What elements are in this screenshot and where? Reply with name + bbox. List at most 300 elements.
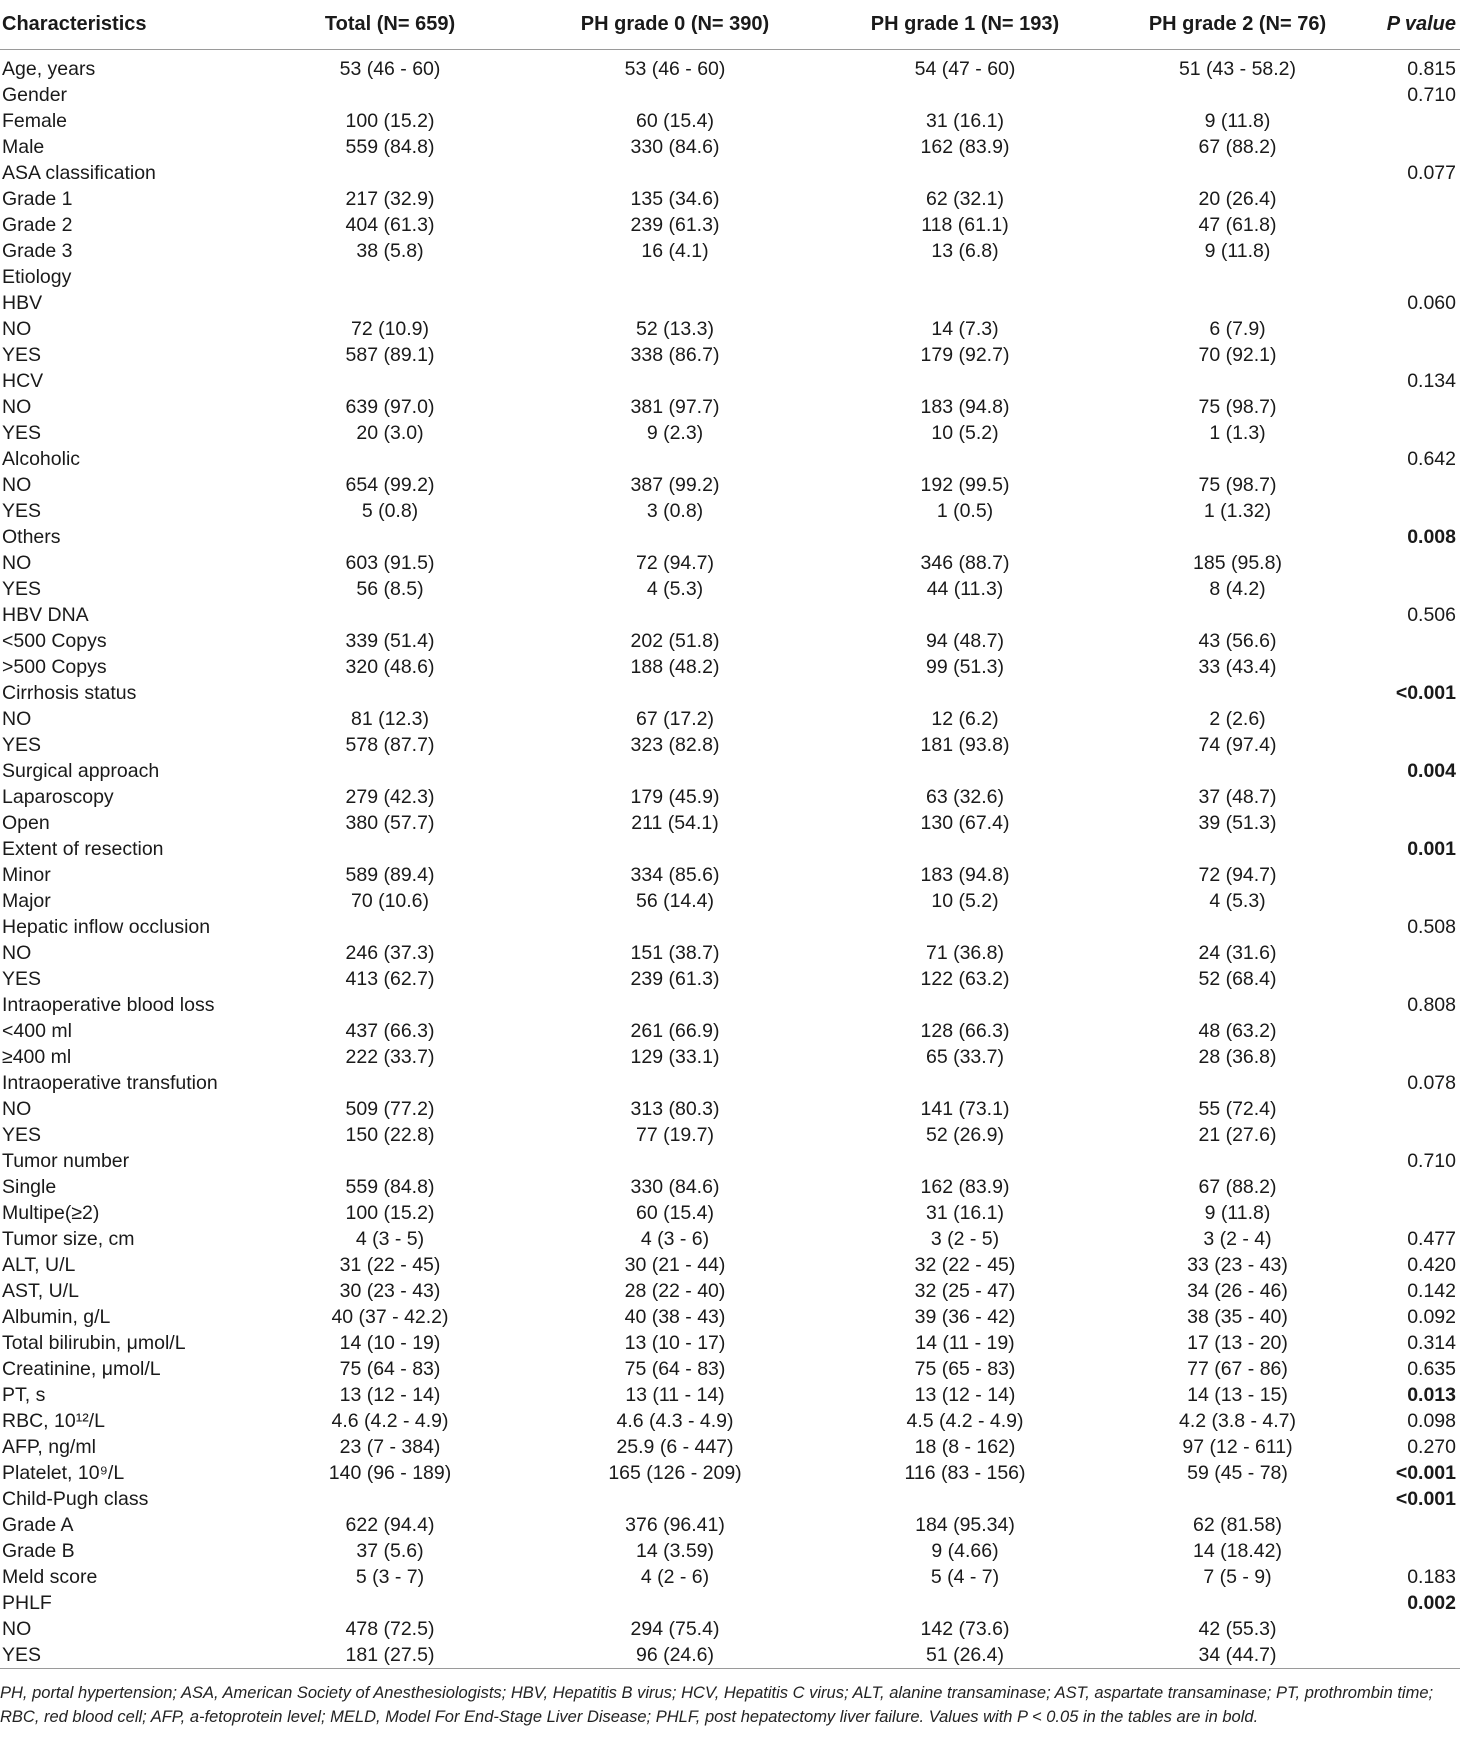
cell-ph-grade-1: 5 (4 - 7) [930, 1566, 1000, 1588]
cell-p-value: <0.001 [1395, 1462, 1456, 1484]
cell-ph-grade-0: 30 (21 - 44) [624, 1254, 726, 1276]
table-row [0, 758, 1460, 784]
cell-total [255, 1148, 525, 1174]
cell-characteristic: NO [2, 1618, 32, 1640]
cell-ph-grade-1 [825, 836, 1105, 862]
cell-ph-grade-2 [1105, 1148, 1370, 1174]
table-row [0, 1564, 1460, 1590]
cell-total: 150 (22.8) [345, 1124, 435, 1146]
cell-p-value: 0.013 [1407, 1384, 1456, 1406]
cell-ph-grade-2: 42 (55.3) [1198, 1618, 1277, 1640]
cell-ph-grade-2: 28 (36.8) [1198, 1046, 1277, 1068]
cell-ph-grade-1 [825, 1486, 1105, 1512]
cell-ph-grade-0: 4 (3 - 6) [640, 1228, 710, 1250]
cell-total: 380 (57.7) [345, 812, 435, 834]
cell-ph-grade-1 [825, 1590, 1105, 1616]
cell-characteristic: Minor [2, 864, 51, 886]
cell-p-value: <0.001 [1395, 682, 1456, 704]
table-row [0, 1200, 1460, 1226]
cell-total: 654 (99.2) [345, 474, 435, 496]
cell-ph-grade-2: 52 (68.4) [1198, 968, 1277, 990]
cell-ph-grade-0 [525, 1070, 825, 1096]
cell-total: 23 (7 - 384) [339, 1436, 441, 1458]
cell-ph-grade-2: 9 (11.8) [1204, 110, 1271, 132]
cell-p-value [1370, 1538, 1460, 1564]
cell-ph-grade-0: 4 (2 - 6) [640, 1566, 710, 1588]
cell-ph-grade-2: 4.2 (3.8 - 4.7) [1178, 1410, 1297, 1432]
cell-ph-grade-1 [825, 82, 1105, 108]
cell-characteristic: AFP, ng/ml [2, 1436, 96, 1458]
cell-ph-grade-0 [525, 602, 825, 628]
cell-ph-grade-1: 13 (6.8) [931, 240, 999, 262]
cell-p-value: 0.001 [1407, 838, 1456, 860]
cell-ph-grade-2 [1105, 602, 1370, 628]
table-row [0, 1174, 1460, 1200]
cell-characteristic: Intraoperative transfution [2, 1072, 218, 1094]
table-row [0, 810, 1460, 836]
cell-characteristic: Open [2, 812, 50, 834]
cell-ph-grade-0 [525, 1148, 825, 1174]
cell-total: 509 (77.2) [345, 1098, 435, 1120]
cell-p-value [1370, 862, 1460, 888]
table-row [0, 1356, 1460, 1382]
cell-ph-grade-0: 53 (46 - 60) [624, 58, 726, 80]
cell-p-value [1370, 550, 1460, 576]
cell-p-value: 0.477 [1407, 1228, 1456, 1250]
cell-p-value [1370, 394, 1460, 420]
cell-ph-grade-1: 142 (73.6) [920, 1618, 1010, 1640]
cell-ph-grade-2: 7 (5 - 9) [1203, 1566, 1272, 1588]
cell-p-value [1370, 1044, 1460, 1070]
cell-ph-grade-0 [525, 680, 825, 706]
cell-total: 217 (32.9) [345, 188, 435, 210]
cell-ph-grade-2: 9 (11.8) [1204, 240, 1271, 262]
cell-characteristic: Intraoperative blood loss [2, 994, 215, 1016]
cell-ph-grade-2: 2 (2.6) [1209, 708, 1266, 730]
cell-total [255, 680, 525, 706]
cell-ph-grade-1: 51 (26.4) [825, 1642, 1105, 1669]
cell-p-value: 0.270 [1407, 1436, 1456, 1458]
cell-characteristic: NO [2, 708, 32, 730]
cell-ph-grade-2: 33 (43.4) [1198, 656, 1277, 678]
cell-p-value [1370, 966, 1460, 992]
cell-ph-grade-0: 129 (33.1) [630, 1046, 720, 1068]
cell-p-value [1370, 134, 1460, 160]
cell-ph-grade-2 [1105, 446, 1370, 472]
cell-ph-grade-1: 99 (51.3) [925, 656, 1005, 678]
cell-p-value [1370, 654, 1460, 680]
cell-characteristic: YES [2, 578, 42, 600]
cell-ph-grade-1: 62 (32.1) [925, 188, 1005, 210]
cell-characteristic: NO [2, 1098, 32, 1120]
cell-ph-grade-0: 211 (54.1) [631, 812, 719, 834]
cell-ph-grade-1: 10 (5.2) [931, 422, 999, 444]
cell-total: 404 (61.3) [345, 214, 435, 236]
table-row [0, 1408, 1460, 1434]
cell-ph-grade-0: 13 (11 - 14) [625, 1384, 725, 1406]
cell-ph-grade-1: 54 (47 - 60) [914, 58, 1016, 80]
cell-ph-grade-1 [825, 368, 1105, 394]
cell-characteristic: Others [2, 526, 61, 548]
cell-ph-grade-0: 165 (126 - 209) [608, 1462, 742, 1484]
cell-ph-grade-0: 13 (10 - 17) [624, 1332, 726, 1354]
cell-ph-grade-1: 130 (67.4) [920, 812, 1010, 834]
cell-ph-grade-1 [825, 992, 1105, 1018]
cell-ph-grade-0: 323 (82.8) [630, 734, 720, 756]
cell-total: 589 (89.4) [345, 864, 435, 886]
cell-p-value [1370, 1512, 1460, 1538]
cell-ph-grade-2: 6 (7.9) [1209, 318, 1266, 340]
cell-total [255, 836, 525, 862]
table-row [0, 1590, 1460, 1616]
cell-p-value [1370, 316, 1460, 342]
cell-ph-grade-0: 239 (61.3) [630, 214, 720, 236]
table-row [0, 238, 1460, 264]
header-p-value [1370, 0, 1460, 50]
cell-ph-grade-1 [825, 1148, 1105, 1174]
cell-characteristic: Grade 2 [2, 214, 73, 236]
cell-total [255, 1070, 525, 1096]
cell-total: 140 (96 - 189) [328, 1462, 452, 1484]
table-row [0, 1460, 1460, 1486]
cell-total: 639 (97.0) [345, 396, 435, 418]
cell-characteristic: Total bilirubin, μmol/L [2, 1332, 186, 1354]
header-ph-grade-0: PH grade 0 (N= 390) [525, 0, 825, 50]
table-row [0, 446, 1460, 472]
table-row [0, 654, 1460, 680]
table-row [0, 316, 1460, 342]
cell-ph-grade-1: 94 (48.7) [925, 630, 1005, 652]
cell-ph-grade-1: 14 (11 - 19) [915, 1332, 1015, 1354]
table-row [0, 862, 1460, 888]
cell-ph-grade-1: 179 (92.7) [920, 344, 1010, 366]
cell-p-value: 0.815 [1407, 58, 1456, 80]
cell-characteristic: Gender [2, 84, 68, 106]
cell-characteristic: Etiology [2, 266, 72, 288]
cell-ph-grade-0: 179 (45.9) [630, 786, 720, 808]
cell-p-value [1370, 342, 1460, 368]
cell-p-value [1370, 576, 1460, 602]
table-row [0, 1018, 1460, 1044]
cell-p-value: 0.142 [1407, 1280, 1456, 1302]
cell-p-value: 0.134 [1407, 370, 1456, 392]
cell-total: 53 (46 - 60) [339, 58, 441, 80]
cell-ph-grade-1: 12 (6.2) [931, 708, 999, 730]
table-row [0, 1096, 1460, 1122]
table-row [0, 472, 1460, 498]
cell-ph-grade-0 [525, 446, 825, 472]
cell-ph-grade-2: 38 (35 - 40) [1187, 1306, 1288, 1328]
cell-ph-grade-2 [1105, 160, 1370, 186]
cell-ph-grade-1 [825, 1070, 1105, 1096]
cell-ph-grade-0: 56 (14.4) [635, 890, 715, 912]
cell-characteristic: Female [2, 110, 68, 132]
cell-ph-grade-2 [1105, 914, 1370, 940]
cell-p-value: 0.060 [1407, 292, 1456, 314]
cell-total: 38 (5.8) [356, 240, 424, 262]
cell-characteristic: YES [2, 734, 42, 756]
cell-total: 603 (91.5) [345, 552, 435, 574]
cell-ph-grade-1: 31 (16.1) [925, 1202, 1005, 1224]
cell-ph-grade-2 [1105, 758, 1370, 784]
cell-total: 279 (42.3) [345, 786, 435, 808]
cell-characteristic: YES [2, 1124, 42, 1146]
cell-ph-grade-1 [825, 264, 1105, 290]
cell-p-value: 0.004 [1407, 760, 1456, 782]
cell-ph-grade-0 [525, 836, 825, 862]
cell-ph-grade-1: 32 (25 - 47) [914, 1280, 1016, 1302]
table-row [0, 1278, 1460, 1304]
cell-ph-grade-1: 3 (2 - 5) [930, 1228, 1000, 1250]
cell-ph-grade-1: 162 (83.9) [920, 1176, 1010, 1198]
cell-p-value: 0.710 [1407, 1150, 1456, 1172]
cell-ph-grade-0: 28 (22 - 40) [624, 1280, 726, 1302]
cell-characteristic: Age, years [2, 58, 96, 80]
cell-total [255, 914, 525, 940]
cell-p-value: 0.008 [1407, 526, 1456, 548]
cell-total [255, 1486, 525, 1512]
table-row [0, 1538, 1460, 1564]
cell-total [255, 1590, 525, 1616]
cell-p-value [1370, 628, 1460, 654]
cell-total: 339 (51.4) [345, 630, 435, 652]
cell-ph-grade-0: 72 (94.7) [635, 552, 715, 574]
table-row [0, 992, 1460, 1018]
cell-p-value: 0.635 [1407, 1358, 1456, 1380]
cell-ph-grade-1: 39 (36 - 42) [914, 1306, 1016, 1328]
table-row [0, 784, 1460, 810]
cell-characteristic: Male [2, 136, 45, 158]
cell-ph-grade-0: 96 (24.6) [525, 1642, 825, 1669]
cell-ph-grade-2 [1105, 1590, 1370, 1616]
cell-ph-grade-0: 330 (84.6) [630, 136, 720, 158]
cell-p-value: 0.642 [1407, 448, 1456, 470]
cell-ph-grade-2: 17 (13 - 20) [1187, 1332, 1288, 1354]
cell-total: 72 (10.9) [350, 318, 430, 340]
table-row [0, 108, 1460, 134]
cell-ph-grade-0: 25.9 (6 - 447) [616, 1436, 734, 1458]
cell-p-value [1370, 888, 1460, 914]
cell-ph-grade-0: 135 (34.6) [630, 188, 720, 210]
cell-characteristic: Meld score [2, 1566, 98, 1588]
cell-ph-grade-2 [1105, 524, 1370, 550]
cell-ph-grade-1 [825, 602, 1105, 628]
cell-characteristic: NO [2, 396, 32, 418]
cell-ph-grade-1: 141 (73.1) [920, 1098, 1010, 1120]
cell-total: 56 (8.5) [356, 578, 424, 600]
cell-total: 14 (10 - 19) [339, 1332, 441, 1354]
cell-ph-grade-0: 9 (2.3) [646, 422, 704, 444]
cell-total [255, 524, 525, 550]
cell-total: 413 (62.7) [345, 968, 435, 990]
cell-total: 5 (3 - 7) [355, 1566, 425, 1588]
cell-p-value: <0.001 [1395, 1488, 1456, 1510]
cell-ph-grade-1: 4.5 (4.2 - 4.9) [906, 1410, 1024, 1432]
table-row [0, 940, 1460, 966]
cell-ph-grade-1 [825, 524, 1105, 550]
cell-ph-grade-1: 162 (83.9) [920, 136, 1010, 158]
cell-ph-grade-0 [525, 992, 825, 1018]
table-row [0, 160, 1460, 186]
cell-ph-grade-1: 18 (8 - 162) [914, 1436, 1016, 1458]
table-row [0, 1070, 1460, 1096]
cell-p-value [1370, 810, 1460, 836]
cell-ph-grade-2 [1105, 264, 1370, 290]
cell-ph-grade-0 [525, 290, 825, 316]
cell-ph-grade-0: 261 (66.9) [630, 1020, 720, 1042]
cell-p-value [1370, 706, 1460, 732]
cell-ph-grade-2: 39 (51.3) [1198, 812, 1277, 834]
cell-ph-grade-0: 338 (86.7) [630, 344, 720, 366]
table-row [0, 966, 1460, 992]
cell-p-value [1370, 1018, 1460, 1044]
cell-ph-grade-1: 75 (65 - 83) [914, 1358, 1016, 1380]
cell-characteristic: NO [2, 318, 32, 340]
cell-characteristic: HBV [2, 292, 43, 314]
cell-total: 587 (89.1) [345, 344, 435, 366]
cell-ph-grade-1: 1 (0.5) [936, 500, 994, 522]
cell-ph-grade-2: 59 (45 - 78) [1187, 1462, 1288, 1484]
cell-total [255, 602, 525, 628]
table-row [0, 1434, 1460, 1460]
cell-total: 40 (37 - 42.2) [331, 1306, 449, 1328]
cell-total: 222 (33.7) [345, 1046, 435, 1068]
cell-ph-grade-1 [825, 914, 1105, 940]
cell-total: 81 (12.3) [350, 708, 430, 730]
cell-total: 70 (10.6) [350, 890, 430, 912]
cell-total [255, 368, 525, 394]
table-row [0, 836, 1460, 862]
cell-ph-grade-0: 60 (15.4) [635, 1202, 715, 1224]
cell-ph-grade-2 [1105, 836, 1370, 862]
cell-ph-grade-1: 128 (66.3) [920, 1020, 1010, 1042]
cell-ph-grade-0: 381 (97.7) [630, 396, 720, 418]
cell-ph-grade-2: 74 (97.4) [1198, 734, 1277, 756]
cell-p-value: 0.508 [1407, 916, 1456, 938]
cell-p-value [1370, 472, 1460, 498]
cell-characteristic: YES [2, 500, 42, 522]
cell-characteristic: PT, s [2, 1384, 46, 1406]
cell-ph-grade-1: 71 (36.8) [925, 942, 1005, 964]
cell-ph-grade-2: 51 (43 - 58.2) [1178, 58, 1297, 80]
cell-total: 559 (84.8) [345, 1176, 435, 1198]
cell-ph-grade-2: 55 (72.4) [1198, 1098, 1277, 1120]
cell-ph-grade-0: 60 (15.4) [635, 110, 715, 132]
cell-ph-grade-0: 330 (84.6) [630, 1176, 720, 1198]
cell-ph-grade-0: 202 (51.8) [630, 630, 720, 652]
cell-ph-grade-2: 14 (18.42) [1193, 1540, 1282, 1562]
cell-p-value [1370, 420, 1460, 446]
cell-ph-grade-2 [1105, 1070, 1370, 1096]
cell-p-value [1370, 108, 1460, 134]
cell-ph-grade-2: 34 (26 - 46) [1187, 1280, 1288, 1302]
table-row [0, 1642, 1460, 1669]
table-row [0, 1330, 1460, 1356]
cell-p-value [1370, 1096, 1460, 1122]
cell-ph-grade-0 [525, 368, 825, 394]
cell-characteristic: Grade A [2, 1514, 74, 1536]
cell-total: 320 (48.6) [345, 656, 435, 678]
cell-characteristic: YES [2, 344, 42, 366]
cell-characteristic: YES [0, 1642, 255, 1669]
cell-ph-grade-1: 346 (88.7) [920, 552, 1010, 574]
table-row [0, 1616, 1460, 1642]
table-row [0, 1304, 1460, 1330]
cell-p-value: 0.314 [1407, 1332, 1456, 1354]
cell-ph-grade-1: 32 (22 - 45) [914, 1254, 1016, 1276]
cell-ph-grade-1: 13 (12 - 14) [914, 1384, 1016, 1406]
cell-ph-grade-0: 4 (5.3) [646, 578, 704, 600]
cell-ph-grade-0: 67 (17.2) [635, 708, 715, 730]
table-row [0, 368, 1460, 394]
cell-total [255, 82, 525, 108]
table-row [0, 732, 1460, 758]
cell-ph-grade-2: 34 (44.7) [1105, 1642, 1370, 1669]
cell-characteristic: ≥400 ml [2, 1046, 72, 1068]
cell-ph-grade-2: 37 (48.7) [1198, 786, 1277, 808]
cell-ph-grade-2: 75 (98.7) [1198, 396, 1277, 418]
cell-ph-grade-2: 21 (27.6) [1198, 1124, 1277, 1146]
table-row [0, 186, 1460, 212]
cell-characteristic: Platelet, 10⁹/L [2, 1462, 125, 1484]
cell-characteristic: >500 Copys [2, 656, 107, 678]
cell-ph-grade-2: 75 (98.7) [1198, 474, 1277, 496]
cell-characteristic: Grade 3 [2, 240, 73, 262]
cell-ph-grade-2: 185 (95.8) [1193, 552, 1282, 574]
cell-total: 5 (0.8) [361, 500, 419, 522]
table-row [0, 1044, 1460, 1070]
cell-total: 75 (64 - 83) [339, 1358, 441, 1380]
cell-ph-grade-2: 43 (56.6) [1198, 630, 1277, 652]
cell-ph-grade-2 [1105, 992, 1370, 1018]
cell-characteristic: Grade 1 [2, 188, 73, 210]
cell-ph-grade-2: 1 (1.3) [1209, 422, 1266, 444]
cell-ph-grade-1 [825, 160, 1105, 186]
header-total: Total (N= 659) [255, 0, 525, 50]
cell-characteristic: HCV [2, 370, 44, 392]
cell-p-value: 0.077 [1407, 162, 1456, 184]
cell-total: 181 (27.5) [255, 1642, 525, 1669]
cell-ph-grade-0 [525, 264, 825, 290]
cell-characteristic: NO [2, 942, 32, 964]
cell-characteristic: Creatinine, μmol/L [2, 1358, 161, 1380]
cell-p-value [1370, 1616, 1460, 1642]
cell-p-value [1370, 264, 1460, 290]
cell-total: 578 (87.7) [345, 734, 435, 756]
cell-p-value: 0.808 [1407, 994, 1456, 1016]
cell-ph-grade-0: 239 (61.3) [630, 968, 720, 990]
cell-total: 100 (15.2) [345, 1202, 435, 1224]
cell-ph-grade-0: 77 (19.7) [635, 1124, 715, 1146]
cell-total [255, 264, 525, 290]
table-row [0, 420, 1460, 446]
cell-characteristic: NO [2, 474, 32, 496]
cell-ph-grade-2: 70 (92.1) [1198, 344, 1277, 366]
cell-characteristic: Cirrhosis status [2, 682, 137, 704]
cell-characteristic: NO [2, 552, 32, 574]
cell-ph-grade-2: 97 (12 - 611) [1182, 1436, 1293, 1458]
header-characteristics: Characteristics [0, 0, 255, 50]
cell-ph-grade-2: 67 (88.2) [1198, 136, 1277, 158]
table-row [0, 56, 1460, 82]
cell-characteristic: Grade B [2, 1540, 75, 1562]
table-row [0, 1226, 1460, 1252]
cell-ph-grade-2: 9 (11.8) [1204, 1202, 1271, 1224]
cell-total [255, 992, 525, 1018]
cell-ph-grade-1: 31 (16.1) [925, 110, 1005, 132]
cell-ph-grade-1: 52 (26.9) [925, 1124, 1005, 1146]
table-body [0, 50, 1460, 1669]
